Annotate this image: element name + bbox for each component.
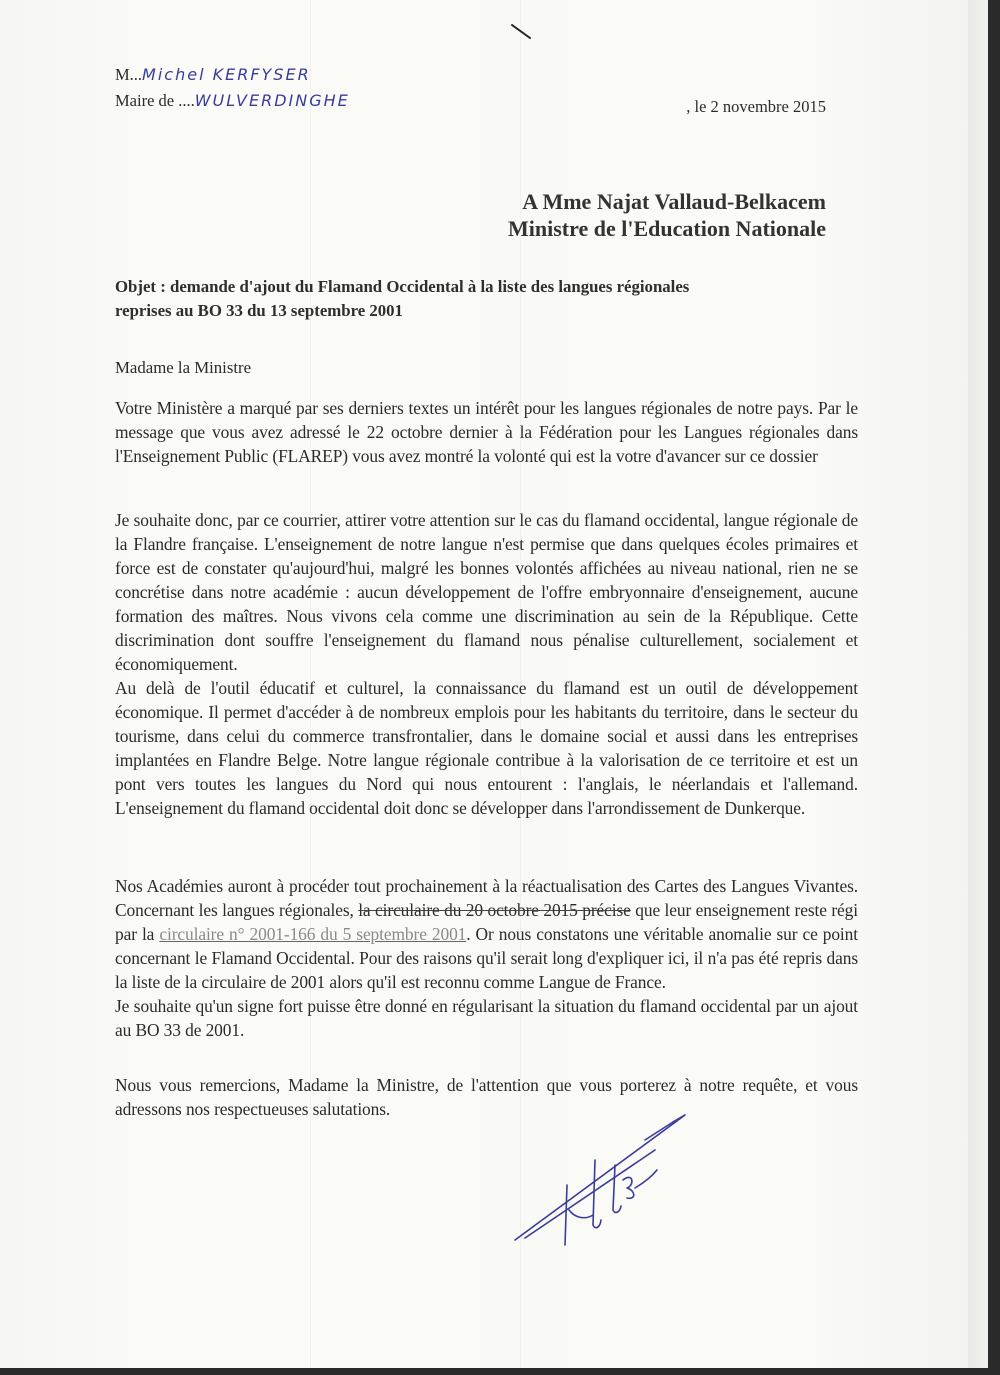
paragraph-request	[115, 508, 858, 820]
salutation: Madame la Ministre	[115, 358, 252, 377]
sender-block	[115, 62, 350, 114]
sender-role-prefix: Maire de ....	[115, 91, 195, 110]
recipient-block	[508, 188, 826, 242]
paragraph-intro: Votre Ministère a marqué par ses derniers textes un intérêt pour les langues régionales de notre pays. Par le message que vous avez adressé le 22 octobre dernier à la Fédération pour les Langues régionales dans l'Enseignement Public (FLAREP) vous avez montré la volonté qui est la votre d'avancer sur ce dossier	[115, 398, 858, 466]
sender-title-prefix: M...	[115, 65, 143, 84]
sender-name-line	[115, 62, 350, 88]
paragraph-circulaire-b: Je souhaite qu'un signe fort puisse être donné en régularisant la situation du flamand occidental par un ajout au BO 33 de 2001.	[115, 996, 858, 1040]
text-span: que leur enseignement reste régi par la	[115, 900, 858, 944]
signature	[505, 1100, 705, 1250]
recipient-name: A Mme Najat Vallaud-Belkacem	[522, 189, 826, 214]
recipient-title: Ministre de l'Education Nationale	[508, 216, 826, 241]
circulaire-reference-link[interactable]: circulaire n° 2001-166 du 5 septembre 2001	[159, 924, 467, 944]
subject-line	[115, 275, 689, 323]
page-edge	[968, 0, 988, 1368]
paragraph-circulaire-a	[115, 874, 858, 994]
subject-line-1: Objet : demande d'ajout du Flamand Occidental à la liste des langues régionales	[115, 277, 690, 296]
paragraph-request-a: Je souhaite donc, par ce courrier, attirer votre attention sur le cas du flamand occidental, langue régionale de la Flandre française. L'enseignement de notre langue n'est permise que dans quelques écoles primaires et force est de constater qu'aujourd'hui, malgré les bonnes volontés affichées au niveau national, rien ne se concrétise dans notre académie : aucun développement de l'offre embryonnaire d'enseignement, aucune formation des maîtres. Nous vivons cela comme une discrimination au sein de la République. Cette discrimination dont souffre l'enseignement du flamand nous pénalise culturellement, socialement et économiquement.	[115, 510, 858, 674]
struck-text: la circulaire du 20 octobre 2015 précise	[358, 900, 631, 920]
sender-role-line	[115, 88, 350, 114]
pen-mark	[510, 22, 534, 42]
paragraph-closing: Nous vous remercions, Madame la Ministre, de l'attention que vous porterez à notre requête, et vous adressons nos respectueuses salutations.	[115, 1075, 858, 1119]
subject-line-2: reprises au BO 33 du 13 septembre 2001	[115, 301, 403, 320]
sender-name-handwritten: Michel KERFYSER	[142, 65, 311, 84]
text-span: Nos Académies auront à procéder tout prochainement à la réactualisation des Cartes des Langues Vivantes. Concernant les langues régionales,	[115, 876, 858, 920]
paragraph-circulaire	[115, 874, 858, 1042]
text-span: . Or nous constatons une véritable anomalie sur ce point concernant le Flamand Occidental. Pour des raisons qu'il serait long d'expliquer ici, il n'a pas été repris dans la liste de la circulaire de 2001 alors qu'il est reconnu comme Langue de France.	[115, 924, 858, 992]
paragraph-request-b: Au delà de l'outil éducatif et culturel, la connaissance du flamand est un outil de développement économique. Il permet d'accéder à de nombreux emplois pour les habitants du territoire, dans le secteur du tourisme, dans celui du commerce transfrontalier, dans le domaine social et aussi dans les entreprises implantées en Flandre Belge. Notre langue régionale contribue à la valorisation de ce territoire et est un pont vers toutes les langues du Nord qui nous entourent : l'anglais, le néerlandais et l'allemand. L'enseignement du flamand occidental doit donc se développer dans l'arrondissement de Dunkerque.	[115, 678, 858, 818]
letter-date: , le 2 novembre 2015	[686, 97, 826, 116]
sender-town-handwritten: WULVERDINGHE	[194, 91, 350, 110]
